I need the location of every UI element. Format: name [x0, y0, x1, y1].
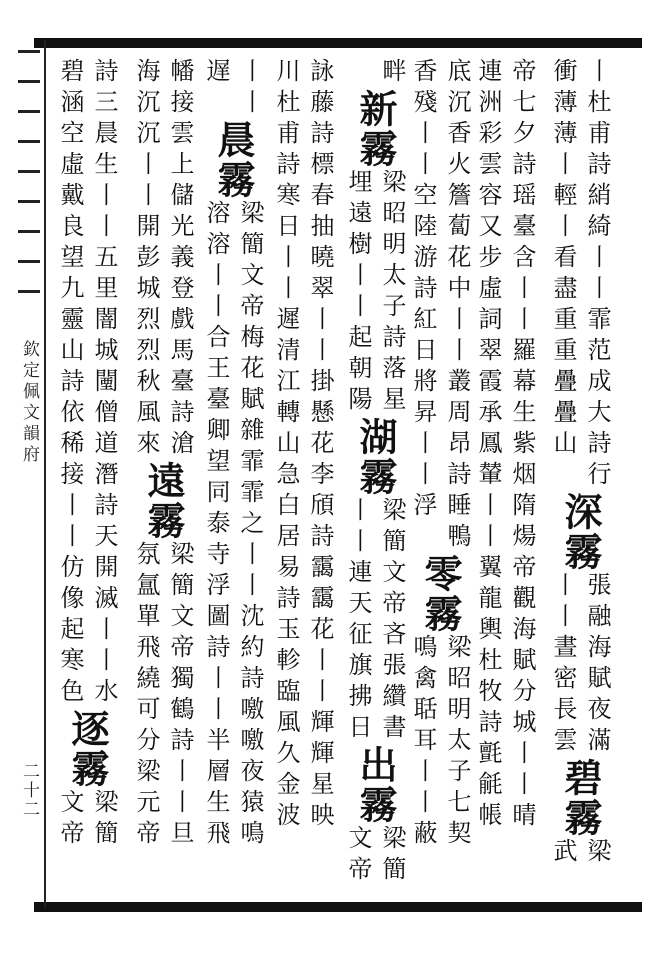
headword: 出霧: [353, 745, 398, 825]
headword: 湖霧: [353, 417, 398, 497]
fishtail-mark: [18, 230, 40, 233]
annotation-right: 梁簡文帝吝張纘書: [378, 497, 406, 745]
annotation-pair: [51, 789, 123, 851]
annotation-left: 丨丨晝密長雲: [549, 572, 577, 758]
annotation-left: 鳴禽聒耳丨丨蔽: [409, 634, 437, 851]
annotation-pair: [267, 58, 339, 833]
headword: 逐霧: [65, 709, 110, 789]
entry-column-6: [197, 58, 269, 851]
headword: 新霧: [353, 89, 398, 169]
annotation-left: 氛氲單飛繞可分梁元帝: [132, 541, 160, 851]
entry-column-5: [267, 58, 339, 833]
annotation-left: 埋遠樹丨丨起朝陽: [344, 169, 372, 417]
annotation-right: 詠藤詩標春抽曉翠丨丨掛懸花李頎詩靄靄花丨丨輝輝星映: [306, 58, 334, 833]
annotation-pair: [339, 169, 411, 417]
annotation-pair: [544, 838, 616, 869]
annotation-pair: [51, 58, 123, 709]
annotation-pair: [127, 541, 199, 851]
annotation-pair: [197, 58, 269, 120]
annotation-right: 畔: [378, 58, 406, 89]
annotation-right: 丨杜甫詩綃綺丨丨霏范成大詩行: [583, 58, 611, 492]
headword: 深霧: [558, 492, 603, 572]
headword: 零霧: [418, 554, 463, 634]
annotation-pair: [544, 58, 616, 492]
entry-column-2: [469, 58, 541, 833]
annotation-left: 文帝: [56, 789, 84, 851]
entry-column-7: [127, 58, 199, 851]
annotation-right: 梁簡: [378, 825, 406, 887]
fishtail-mark: [18, 50, 40, 53]
entry-column-1: [544, 58, 616, 869]
annotation-left: 香殘丨丨空陸游詩紅日將昇丨丨浮: [409, 58, 437, 523]
book-title: 欽定佩文韻府: [19, 340, 39, 466]
fishtail-mark: [18, 200, 40, 203]
annotation-left: 武: [549, 838, 577, 869]
headword: 碧霧: [558, 758, 603, 838]
headword: 晨霧: [211, 120, 256, 200]
annotation-left: 海沉沉丨丨開彭城烈烈秋風來: [132, 58, 160, 461]
fishtail-mark: [18, 170, 40, 173]
fishtail-mark: [18, 290, 40, 293]
fishtail-mark: [18, 80, 40, 83]
entry-column-3: [404, 58, 476, 851]
annotation-right: 梁: [583, 838, 611, 869]
annotation-right: 梁簡文帝梅花賦雜霏霏之丨丨沈約詩噭噭夜猿鳴: [236, 200, 264, 851]
annotation-right: 梁昭明太子七契: [443, 634, 471, 851]
annotation-right: 梁簡: [90, 789, 118, 851]
annotation-pair: [339, 497, 411, 745]
entry-column-4: [339, 58, 411, 887]
annotation-right: 張融海賦夜滿: [583, 572, 611, 758]
fishtail-mark: [18, 140, 40, 143]
entry-column-8: [51, 58, 123, 851]
annotation-pair: [404, 58, 476, 554]
annotation-right: 梁昭明太子詩落星: [378, 169, 406, 417]
annotation-right: 幡接雲上儲光義登戲馬臺詩滄: [166, 58, 194, 461]
fishtail-mark: [18, 260, 40, 263]
headword: 遠霧: [141, 461, 186, 541]
annotation-right: 丨丨: [236, 58, 264, 120]
annotation-left: 丨丨連天征旗拂日: [344, 497, 372, 745]
annotation-left: 衝薄薄丨輕丨看盡重重疊疊山: [549, 58, 577, 461]
annotation-right: 帝七夕詩瑶臺含丨丨羅幕生紫烟隋煬帝觀海賦分城丨丨晴: [508, 58, 536, 833]
annotation-left: 文帝: [344, 825, 372, 887]
annotation-pair: [339, 825, 411, 887]
page-number: 二十二: [19, 762, 39, 819]
annotation-right: 底沉香火簷蔔花中丨丨叢周昂詩睡鴨: [443, 58, 471, 554]
annotation-pair: [404, 634, 476, 851]
annotation-pair: [197, 200, 269, 851]
annotation-right: 梁簡文帝獨鶴詩丨丨旦: [166, 541, 194, 851]
top-border: [34, 38, 642, 48]
annotation-pair: [544, 572, 616, 758]
annotation-right: 詩三晨生丨丨五里闇城闉僧道潛詩天開滅丨丨水: [90, 58, 118, 709]
page-margin-strip: [14, 40, 46, 908]
annotation-pair: [469, 58, 541, 833]
annotation-pair: [127, 58, 199, 461]
fishtail-mark: [18, 110, 40, 113]
annotation-left: 川杜甫詩寒日丨丨遲清江轉山急白居易詩玉軫臨風久金波: [272, 58, 300, 833]
annotation-left: 溶溶丨丨合王臺卿望同泰寺浮圖詩丨丨半層生飛: [202, 200, 230, 851]
annotation-left: 遅: [202, 58, 230, 89]
annotation-pair: [339, 58, 411, 89]
annotation-left: 碧涵空虛戴良望九靈山詩依稀接丨丨仿像起寒色: [56, 58, 84, 709]
annotation-left: 連洲彩雲容又步虛詞翠霞承鳳輦丨丨翼龍輿杜牧詩氈毹帳: [474, 58, 502, 833]
bottom-border: [34, 902, 642, 912]
